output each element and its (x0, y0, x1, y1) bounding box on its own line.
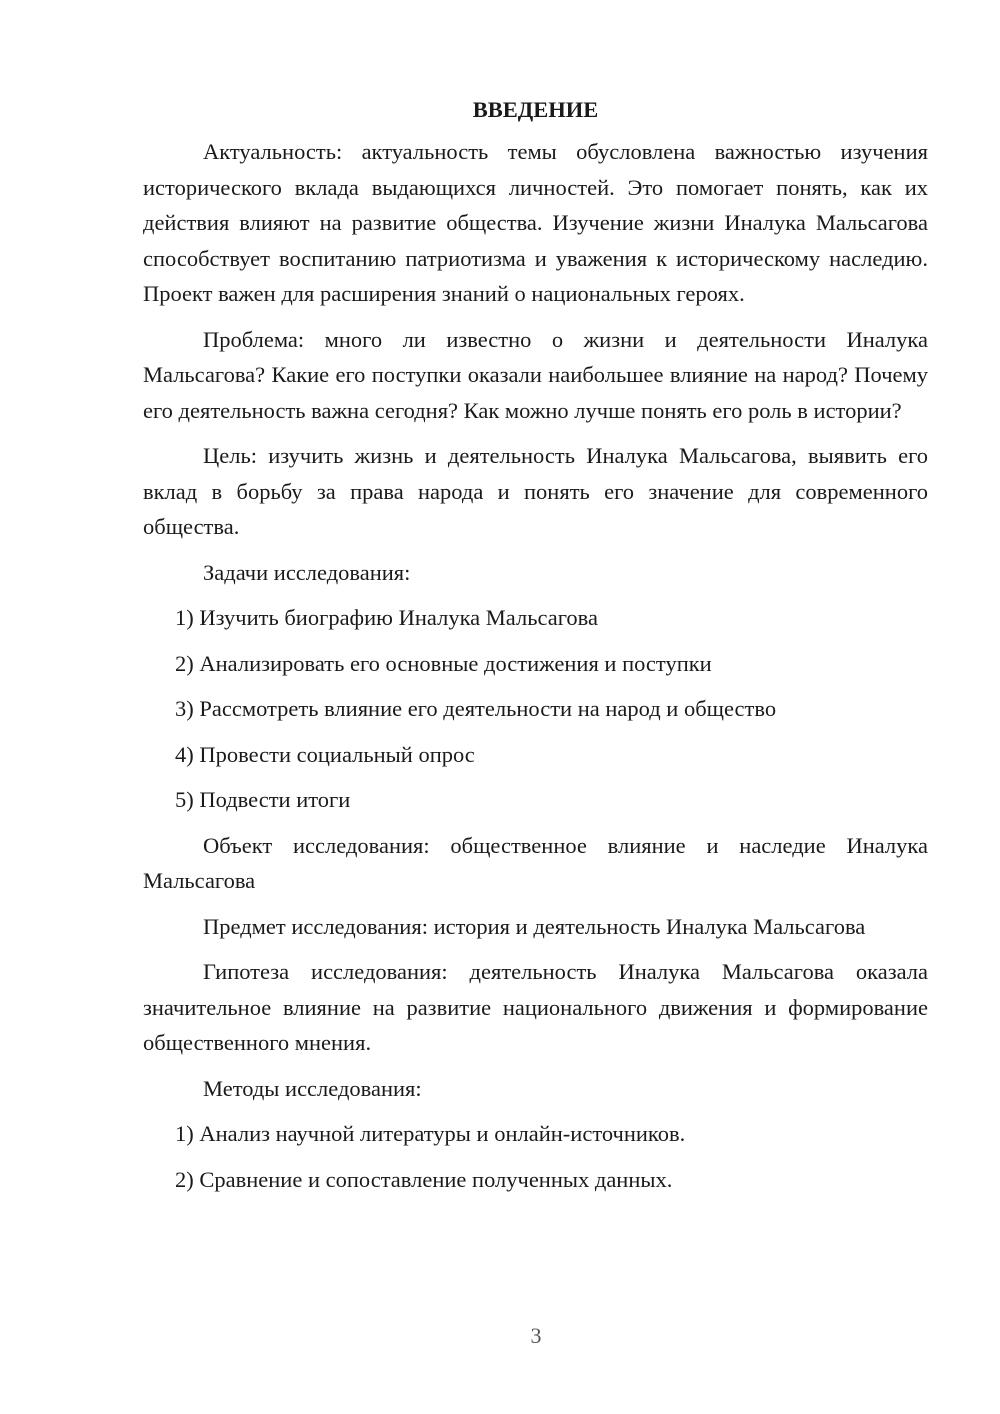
task-item-5: 5) Подвести итоги (175, 787, 351, 812)
hypothesis-paragraph: Гипотеза исследования: деятельность Иналука Мальсагова оказала значительное влияние на развитие национального движения и формирование общественного мнения. (143, 959, 928, 1055)
object-paragraph: Объект исследования: общественное влияние и наследие Иналука Мальсагова (143, 832, 928, 893)
problem-paragraph: Проблема: много ли известно о жизни и деятельности Иналука Мальсагова? Какие его поступки оказали наибольшее влияние на народ? Почему его деятельность важна сегодня? Как можно лучше понять его роль в истории? (143, 326, 928, 423)
methods-heading: Методы исследования: (203, 1075, 422, 1101)
document-page (143, 95, 928, 1207)
goal-paragraph: Цель: изучить жизнь и деятельность Иналука Мальсагова, выявить его вклад в борьбу за права народа и понять его значение для современного общества. (143, 443, 928, 539)
task-item-2: 2) Анализировать его основные достижения и поступки (175, 650, 712, 676)
tasks-heading: Задачи исследования: (203, 559, 411, 585)
method-item-1: 1) Анализ научной литературы и онлайн-источников. (175, 1121, 686, 1146)
task-item-3: 3) Рассмотреть влияние его деятельности на народ и общество (175, 696, 777, 721)
method-item-2: 2) Сравнение и сопоставление полученных данных. (175, 1166, 673, 1192)
task-item-1: 1) Изучить биографию Иналука Мальсагова (175, 605, 598, 630)
task-item-4: 4) Провести социальный опрос (175, 741, 475, 767)
page-title: ВВЕДЕНИЕ (472, 97, 599, 122)
page-number: 3 (530, 1323, 542, 1348)
subject-paragraph: Предмет исследования: история и деятельность Иналука Мальсагова (203, 913, 866, 939)
actuality-paragraph: Актуальность: актуальность темы обусловлена важностью изучения исторического вклада выдающихся личностей. Это помогает понять, как их действия влияют на развитие общества. Изучение жизни Иналука Мальсагова способствует воспитанию патриотизма и уважения к историческому наследию. Проект важен для расширения знаний о национальных героях. (143, 139, 928, 306)
